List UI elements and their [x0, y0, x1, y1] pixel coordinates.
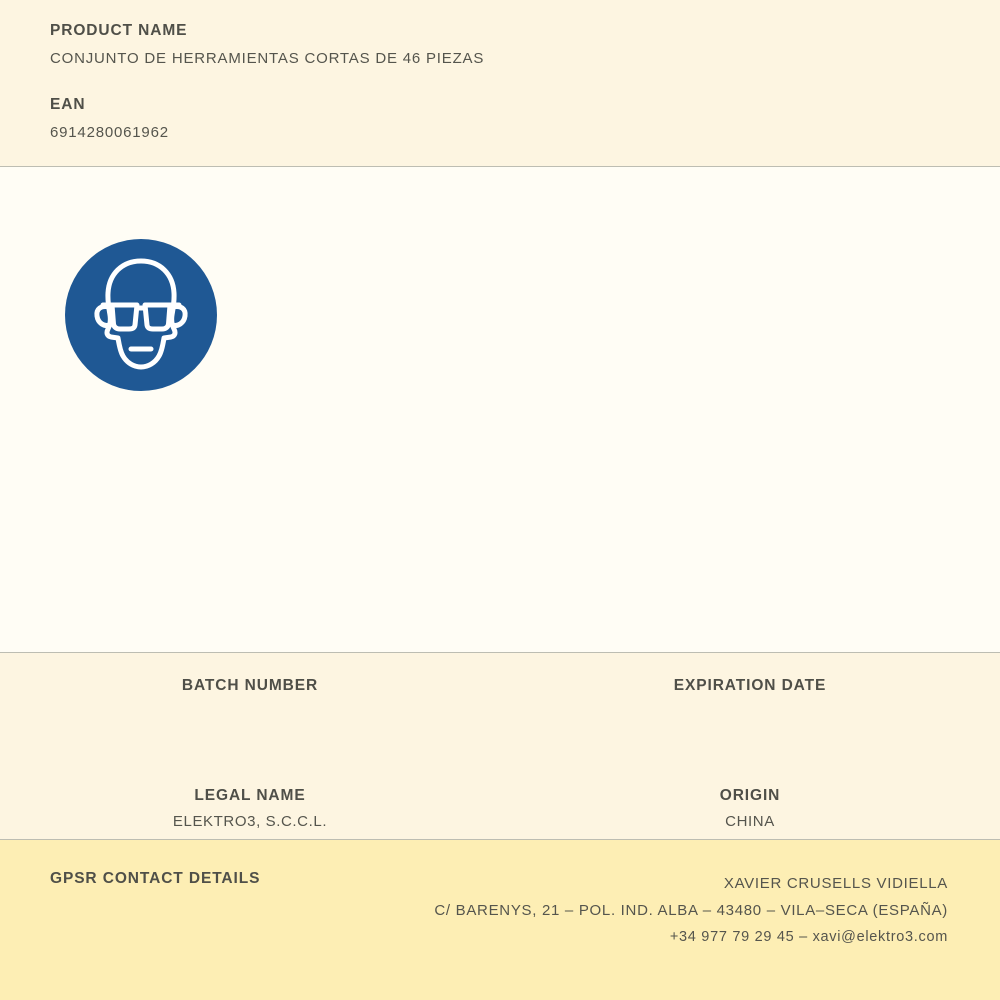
ean-label: EAN	[50, 96, 86, 113]
legal-row	[0, 787, 1000, 831]
ean-field	[50, 96, 950, 141]
batch-number-field	[0, 677, 500, 721]
legal-name-value: ELEKTRO3, S.C.C.L.	[172, 813, 328, 830]
batch-number-label: BATCH NUMBER	[181, 677, 319, 694]
expiration-date-value	[500, 703, 1000, 721]
product-name-field	[50, 22, 950, 67]
gpsr-contact-name: XAVIER CRUSELLS VIDIELLA	[723, 875, 948, 892]
gpsr-contact-label: GPSR CONTACT DETAILS	[50, 870, 261, 887]
batch-number-value	[0, 703, 500, 721]
product-header-block	[0, 0, 1000, 166]
expiration-date-field	[500, 677, 1000, 721]
batch-row	[0, 677, 1000, 721]
pictogram-area	[0, 167, 1000, 652]
origin-label: ORIGIN	[719, 787, 781, 804]
wear-eye-protection-icon	[65, 239, 217, 391]
gpsr-contact-address: C/ BARENYS, 21 – POL. IND. ALBA – 43480 – VILA–SECA (ESPAÑA)	[434, 902, 948, 919]
expiration-date-label: EXPIRATION DATE	[673, 677, 827, 694]
legal-name-label: LEGAL NAME	[194, 787, 306, 804]
origin-value: CHINA	[725, 813, 775, 830]
gpsr-footer	[0, 840, 1000, 1000]
gpsr-contact-lines	[434, 870, 948, 951]
product-name-value: CONJUNTO DE HERRAMIENTAS CORTAS DE 46 PIEZAS	[50, 50, 485, 67]
ean-value: 6914280061962	[50, 124, 169, 141]
origin-field	[500, 787, 1000, 831]
legal-name-field	[0, 787, 500, 831]
product-name-label: PRODUCT NAME	[50, 22, 188, 39]
batch-legal-block	[0, 653, 1000, 839]
gpsr-contact-phone-email: +34 977 79 29 45 – xavi@elektro3.com	[669, 929, 948, 945]
